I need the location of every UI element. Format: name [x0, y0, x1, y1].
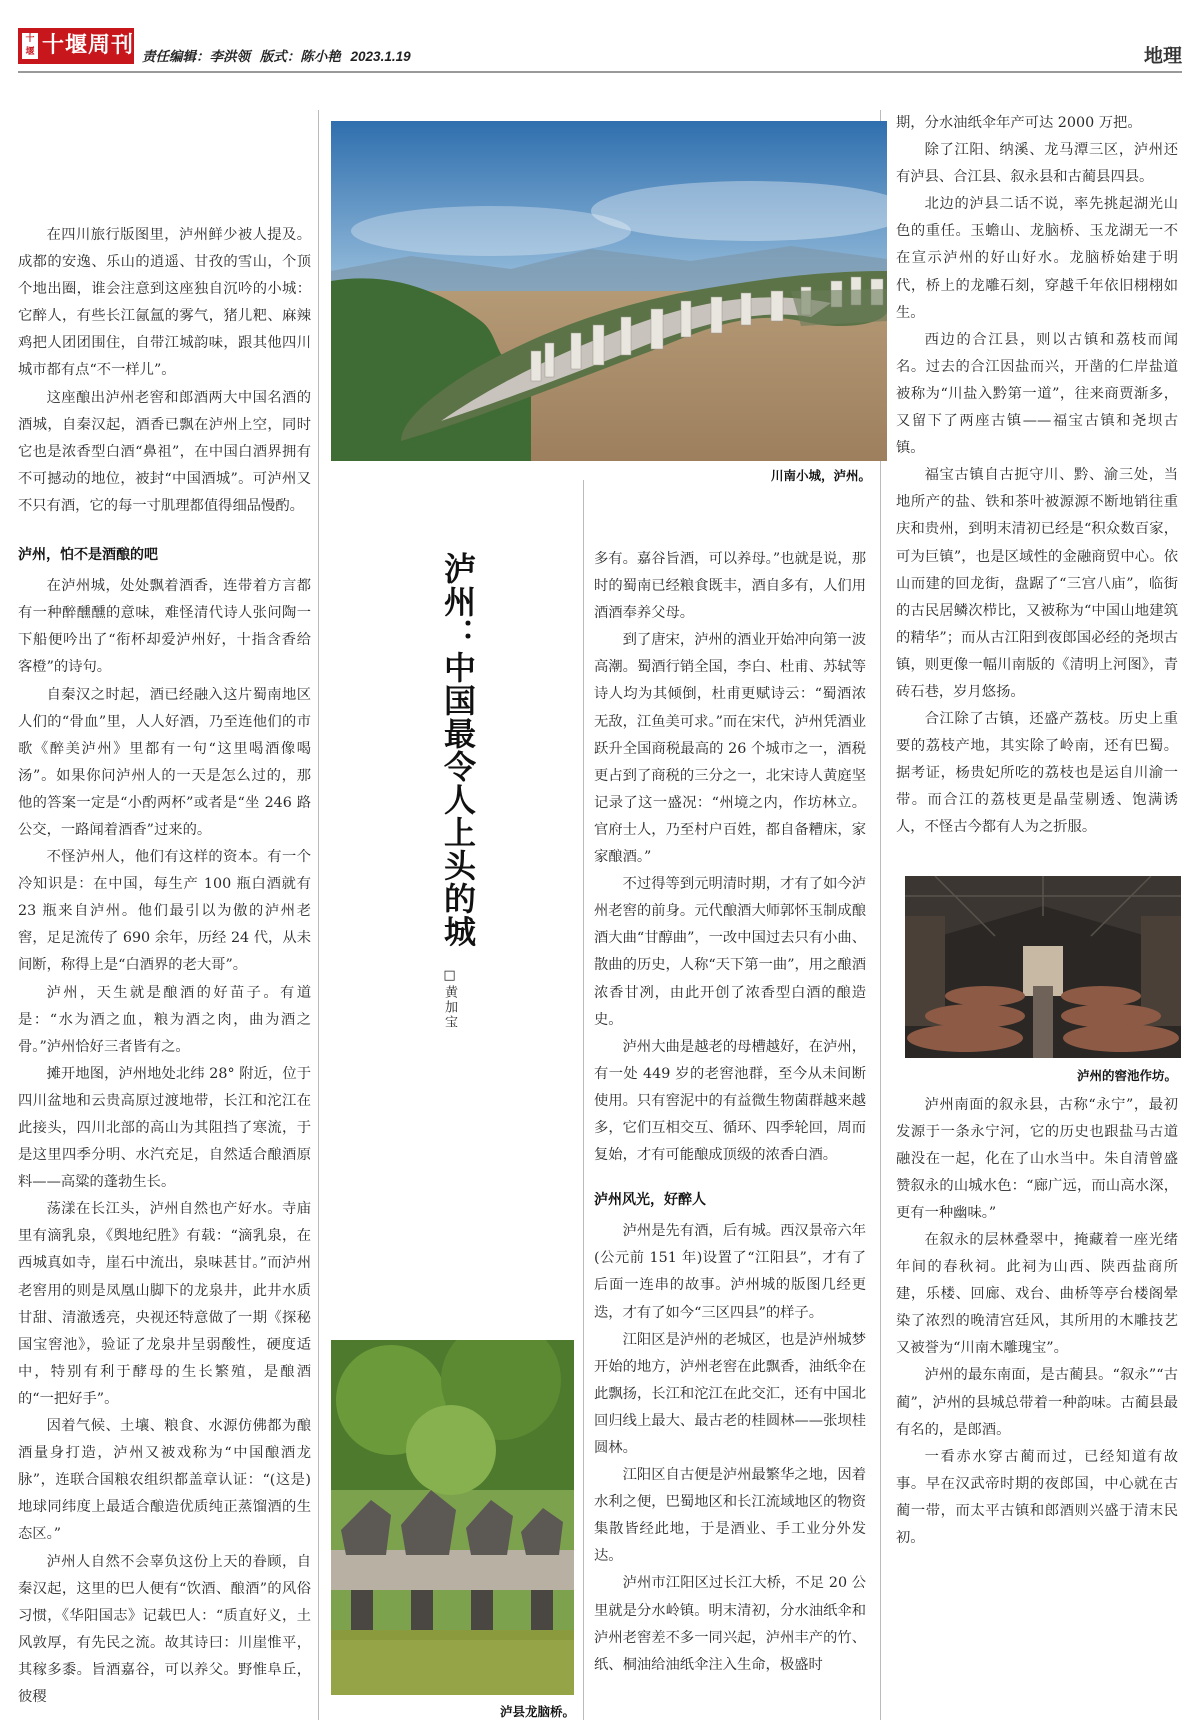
- paragraph: 福宝古镇自古扼守川、黔、渝三处，当地所产的盐、铁和茶叶被源源不断地销往重庆和贵州，到明末清初已经是“积众数百家，可为巨镇”，也是区域性的金融商贸中心。依山而建的回龙街，盘踞了“三宫八庙”，临街的古民居鳞次栉比，又被称为“中国山地建筑的精华”；而从古江阳到夜郎国必经的尧坝古镇，则更像一幅川南版的《清明上河图》，青砖石巷，岁月悠扬。: [896, 467, 1178, 700]
- paragraph: 江阳区自古便是泸州最繁华之地，因着水利之便，巴蜀地区和长江流域地区的物资集散皆经此地，于是酒业、手工业分外发达。: [594, 1467, 866, 1565]
- bridge-photo-caption: 泸县龙脑桥。: [500, 1704, 576, 1719]
- paragraph: 除了江阳、纳溪、龙马潭三区，泸州还有泸县、合江县、叙永县和古蔺县四县。: [896, 142, 1178, 186]
- header-rule: [18, 71, 1182, 73]
- seal-icon: 十 堰: [22, 33, 38, 59]
- article-title: 泸州：中国最令人上头的城: [439, 552, 477, 948]
- cellar-photo-caption: 泸州的窖池作坊。: [1077, 1068, 1178, 1083]
- paragraph: 泸州是先有酒，后有城。西汉景帝六年(公元前 151 年)设置了“江阳县”，才有了后面一连串的故事。泸州城的版图几经更迭，才有了如今“三区四县”的样子。: [594, 1223, 866, 1321]
- column-divider: [318, 110, 319, 1720]
- column-divider: [583, 480, 584, 1720]
- article-column-3: [896, 110, 1178, 1552]
- bridge-photo: [331, 1340, 574, 1695]
- paragraph: 合江除了古镇，还盛产荔枝。历史上重要的荔枝产地，其实除了岭南，还有巴蜀。据考证，杨贵妃所吃的荔枝也是运自川渝一带。而合江的荔枝更是晶莹剔透、饱满诱人，不怪古今都有人为之折服。: [896, 711, 1178, 836]
- paragraph: 泸州市江阳区过长江大桥，不足 20 公里就是分水岭镇。明末清初，分水油纸伞和泸州老窖差不多一同兴起，泸州丰产的竹、纸、桐油给油纸伞注入生命，极盛时: [594, 1575, 866, 1673]
- paragraph: 摊开地图，泸州地处北纬 28° 附近，位于四川盆地和云贵高原过渡地带，长江和沱江在此接头，四川北部的高山为其阻挡了寒流，于是这里四季分明、水汽充足，自然适合酿酒原料——高粱的蓬勃生长。: [18, 1065, 311, 1191]
- subheading: 泸州风光，好醉人: [594, 1192, 706, 1209]
- article-column-2: [594, 546, 866, 1679]
- paragraph: 不怪泸州人，他们有这样的资本。有一个冷知识是：在中国，每生产 100 瓶白酒就有 23 瓶来自泸州。他们最引以为傲的泸州老窖，足足流传了 690 余年，历经 24 代，从未间断，称得上是“白酒界的老大哥”。: [18, 849, 311, 974]
- paragraph: 北边的泸县二话不说，率先挑起湖光山色的重任。玉蟾山、龙脑桥、玉龙湖无一不在宣示泸州的好山好水。龙脑桥始建于明代，桥上的龙雕石刻，穿越千年依旧栩栩如生。: [896, 196, 1178, 321]
- paragraph: 这座酿出泸州老窖和郎酒两大中国名酒的酒城，自秦汉起，酒香已飘在泸州上空，同时它也是浓香型白酒“鼻祖”，在中国白酒界拥有不可撼动的地位，被封“中国酒城”。可泸州又不只有酒，它的每一寸肌理都值得细品慢酌。: [18, 389, 311, 514]
- bridge-image: [331, 1340, 574, 1695]
- paragraph: 到了唐宋，泸州的酒业开始冲向第一波高潮。蜀酒行销全国，李白、杜甫、苏轼等诗人均为其倾倒，杜甫更赋诗云：“蜀酒浓无敌，江鱼美可求。”而在宋代，泸州凭酒业跃升全国商税最高的 26 个城市之一，酒税更占到了商税的三分之一，北宋诗人黄庭坚记录了这一盛况：“州境之内，作坊林立。官府士人，乃至村户百姓，都自备糟床，家家酿酒。”: [594, 632, 866, 866]
- issue-date: 2023.1.19: [350, 49, 411, 64]
- editor-credit: 责任编辑：李洪领: [142, 49, 250, 64]
- paragraph: 泸州的最东南面，是古蔺县。“叙永”“古蔺”，泸州的县城总带着一种韵味。古蔺县最有名的，是郎酒。: [896, 1367, 1178, 1438]
- paragraph: 期，分水油纸伞年产可达 2000 万把。: [896, 115, 1142, 131]
- paragraph: 自秦汉之时起，酒已经融入这片蜀南地区人们的“骨血”里，人人好酒，乃至连他们的市歌《醉美泸州》里都有一句“这里喝酒像喝汤”。如果你问泸州人的一天是怎么过的，那他的答案一定是“小酌两杯”或者是“坐 246 路公交，一路闻着酒香”过来的。: [18, 686, 311, 838]
- city-photo-caption: 川南小城，泸州。: [771, 468, 872, 483]
- paragraph: 泸州大曲是越老的母槽越好，在泸州，有一处 449 岁的老窖池群，至今从未间断使用。只有窖泥中的有益微生物菌群越来越多，它们互相交互、循环、四季轮回，周而复始，才有可能酿成顶级的浓香白酒。: [594, 1038, 866, 1164]
- paragraph: 江阳区是泸州的老城区，也是泸州城梦开始的地方，泸州老窖在此飘香，油纸伞在此飘扬，长江和沱江在此交汇，还有中国北回归线上最大、最古老的桂圆林——张坝桂圆林。: [594, 1331, 866, 1456]
- paragraph: 不过得等到元明清时期，才有了如今泸州老窖的前身。元代酿酒大师郭怀玉制成酿酒大曲“甘醇曲”，一改中国过去只有小曲、散曲的历史，人称“天下第一曲”，用之酿酒浓香甘冽，由此开创了浓香型白酒的酿造史。: [594, 876, 866, 1028]
- paragraph: 泸州，天生就是酿酒的好苗子。有道是：“水为酒之血，粮为酒之肉，曲为酒之骨。”泸州恰好三者皆有之。: [18, 984, 311, 1055]
- paragraph: 泸州南面的叙永县，古称“永宁”，最初发源于一条永宁河，它的历史也跟盐马古道融没在一起，化在了山水当中。朱自清曾盛赞叙永的山城水色：“廊广远，而山高水深，更有一种幽味。”: [896, 1096, 1178, 1221]
- paragraph: 在泸州城，处处飘着酒香，连带着方言都有一种醉醺醺的意味，难怪清代诗人张问陶一下船便吟出了“衔杯却爱泸州好，十指含香给客橙”的诗句。: [18, 578, 311, 676]
- paragraph: 一看赤水穿古蔺而过，已经知道有故事。早在汉武帝时期的夜郎国，中心就在古蔺一带，而太平古镇和郎酒则兴盛于清末民初。: [896, 1448, 1178, 1547]
- paragraph: 泸州人自然不会辜负这份上天的眷顾，自秦汉起，这里的巴人便有“饮酒、酿酒”的风俗习惯，《华阳国志》记载巴人：“质直好义，土风敦厚，有先民之流。故其诗曰：川崖惟平，其稼多黍。旨酒嘉谷，可以养父。野惟阜丘，彼稷: [18, 1553, 311, 1705]
- masthead-logo: [18, 28, 134, 64]
- paragraph: 荡漾在长江头，泸州自然也产好水。寺庙里有滴乳泉，《舆地纪胜》有载：“滴乳泉，在西城真如寺，崖石中流出，泉味甚甘。”而泸州老窖用的则是凤凰山脚下的龙泉井，此井水质甘甜、清澈透亮，央视还特意做了一期《探秘国宝窖池》，验证了龙泉井呈弱酸性，硬度适中，特别有利于酵母的生长繁殖，是酿酒的“一把好手”。: [18, 1201, 311, 1407]
- article-column-1: [18, 222, 311, 1711]
- paragraph: 在叙永的层林叠翠中，掩藏着一座光绪年间的春秋祠。此祠为山西、陕西盐商所建，乐楼、回廊、戏台、曲桥等亭台楼阁晕染了浓烈的晚清宫廷风，其所用的木雕技艺又被誉为“川南木雕瑰宝”。: [896, 1232, 1178, 1357]
- city-aerial-photo: [331, 121, 887, 461]
- section-label: 地理: [1143, 45, 1182, 67]
- paragraph: 因着气候、土壤、粮食、水源仿佛都为酿酒量身打造，泸州又被戏称为“中国酿酒龙脉”，连联合国粮农组织都盖章认证：“(这是)地球同纬度上最适合酿造优质纯正蒸馏酒的生态区。”: [18, 1418, 311, 1543]
- credits: [142, 45, 417, 65]
- masthead-text: 十堰周刊: [42, 33, 135, 58]
- paragraph: 西边的合江县，则以古镇和荔枝而闻名。过去的合江因盐而兴，开凿的仁岸盐道被称为“川盐入黔第一道”，往来商贾渐多，又留下了两座古镇——福宝古镇和尧坝古镇。: [896, 331, 1178, 457]
- paragraph: 在四川旅行版图里，泸州鲜少被人提及。成都的安逸、乐山的逍遥、甘孜的雪山，个顶个地出圈，谁会注意到这座独自沉吟的小城：它醉人，有些长江氤氲的雾气，猪儿粑、麻辣鸡把人团团围住，自带江城韵味，跟其他四川城市都有点“不一样儿”。: [18, 227, 311, 379]
- city-aerial-image: [331, 121, 887, 461]
- subheading: 泸州，怕不是酒酿的吧: [18, 547, 158, 564]
- layout-credit: 版式：陈小艳: [259, 49, 341, 64]
- page-header: [18, 25, 1182, 71]
- byline: □黄加宝: [442, 968, 457, 1030]
- paragraph: 多有。嘉谷旨酒，可以养母。”也就是说，那时的蜀南已经粮食既丰，酒自多有，人们用酒酒奉养父母。: [594, 551, 866, 622]
